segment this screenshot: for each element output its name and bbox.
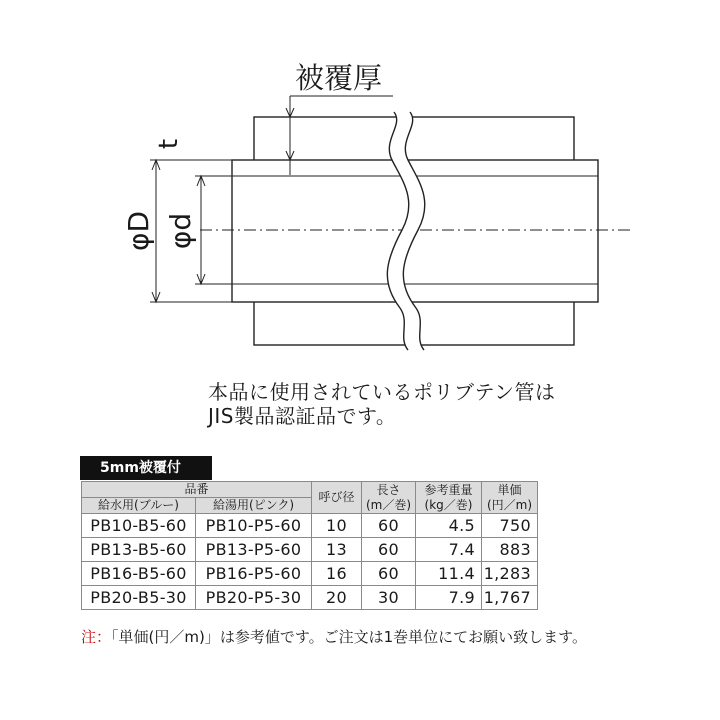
cell-weight: 7.9 xyxy=(416,586,482,610)
cell-nominal: 20 xyxy=(312,586,362,610)
cell-cold-part: PB16-B5-60 xyxy=(82,562,196,586)
cell-nominal: 10 xyxy=(312,514,362,538)
header-cold-water: 給水用(ブルー) xyxy=(82,498,196,514)
header-length-line1: 長さ xyxy=(376,482,401,497)
cell-nominal: 13 xyxy=(312,538,362,562)
spec-table xyxy=(81,481,538,610)
table-row xyxy=(82,562,538,586)
cell-weight: 7.4 xyxy=(416,538,482,562)
note-line-1: 本品に使用されているポリブテン管は xyxy=(208,380,556,404)
cell-length: 60 xyxy=(362,538,416,562)
cell-weight: 4.5 xyxy=(416,514,482,538)
header-price xyxy=(482,482,538,514)
certification-note xyxy=(208,380,556,428)
cell-price: 883 xyxy=(482,538,538,562)
cell-hot-part: PB10-P5-60 xyxy=(196,514,312,538)
cell-cold-part: PB13-B5-60 xyxy=(82,538,196,562)
cell-length: 60 xyxy=(362,562,416,586)
cell-price: 750 xyxy=(482,514,538,538)
header-price-line2: (円／m) xyxy=(486,497,533,512)
cell-hot-part: PB13-P5-60 xyxy=(196,538,312,562)
header-weight-line1: 参考重量 xyxy=(424,482,473,497)
header-length xyxy=(362,482,416,514)
header-nominal: 呼び径 xyxy=(312,482,362,514)
outer-diameter-label: φD xyxy=(122,210,155,252)
cell-cold-part: PB10-B5-60 xyxy=(82,514,196,538)
table-row xyxy=(82,586,538,610)
header-hot-water: 給湯用(ピンク) xyxy=(196,498,312,514)
cell-price: 1,283 xyxy=(482,562,538,586)
cell-length: 30 xyxy=(362,586,416,610)
header-part-no: 品番 xyxy=(82,482,312,498)
cell-price: 1,767 xyxy=(482,586,538,610)
cell-nominal: 16 xyxy=(312,562,362,586)
footnote-text: 「単価(円／m)」は参考値です。ご注文は1巻単位にてお願い致します。 xyxy=(111,628,587,646)
header-weight-line2: (kg／巻) xyxy=(424,497,473,512)
t-label: t xyxy=(154,138,184,150)
coating-badge: 5mm被覆付 xyxy=(80,456,212,480)
cell-cold-part: PB20-B5-30 xyxy=(82,586,196,610)
table-row xyxy=(82,514,538,538)
table-row xyxy=(82,538,538,562)
footnote xyxy=(81,626,587,647)
footnote-mark: 注： xyxy=(81,628,112,646)
cell-hot-part: PB16-P5-60 xyxy=(196,562,312,586)
cell-weight: 11.4 xyxy=(416,562,482,586)
coating-thickness-label: 被覆厚 xyxy=(295,61,383,95)
header-weight xyxy=(416,482,482,514)
cell-length: 60 xyxy=(362,514,416,538)
cell-hot-part: PB20-P5-30 xyxy=(196,586,312,610)
header-price-line1: 単価 xyxy=(497,482,522,497)
inner-diameter-label: φd xyxy=(164,212,197,250)
note-line-2: JIS製品認証品です。 xyxy=(208,404,397,428)
header-length-line2: (m／巻) xyxy=(365,497,412,512)
